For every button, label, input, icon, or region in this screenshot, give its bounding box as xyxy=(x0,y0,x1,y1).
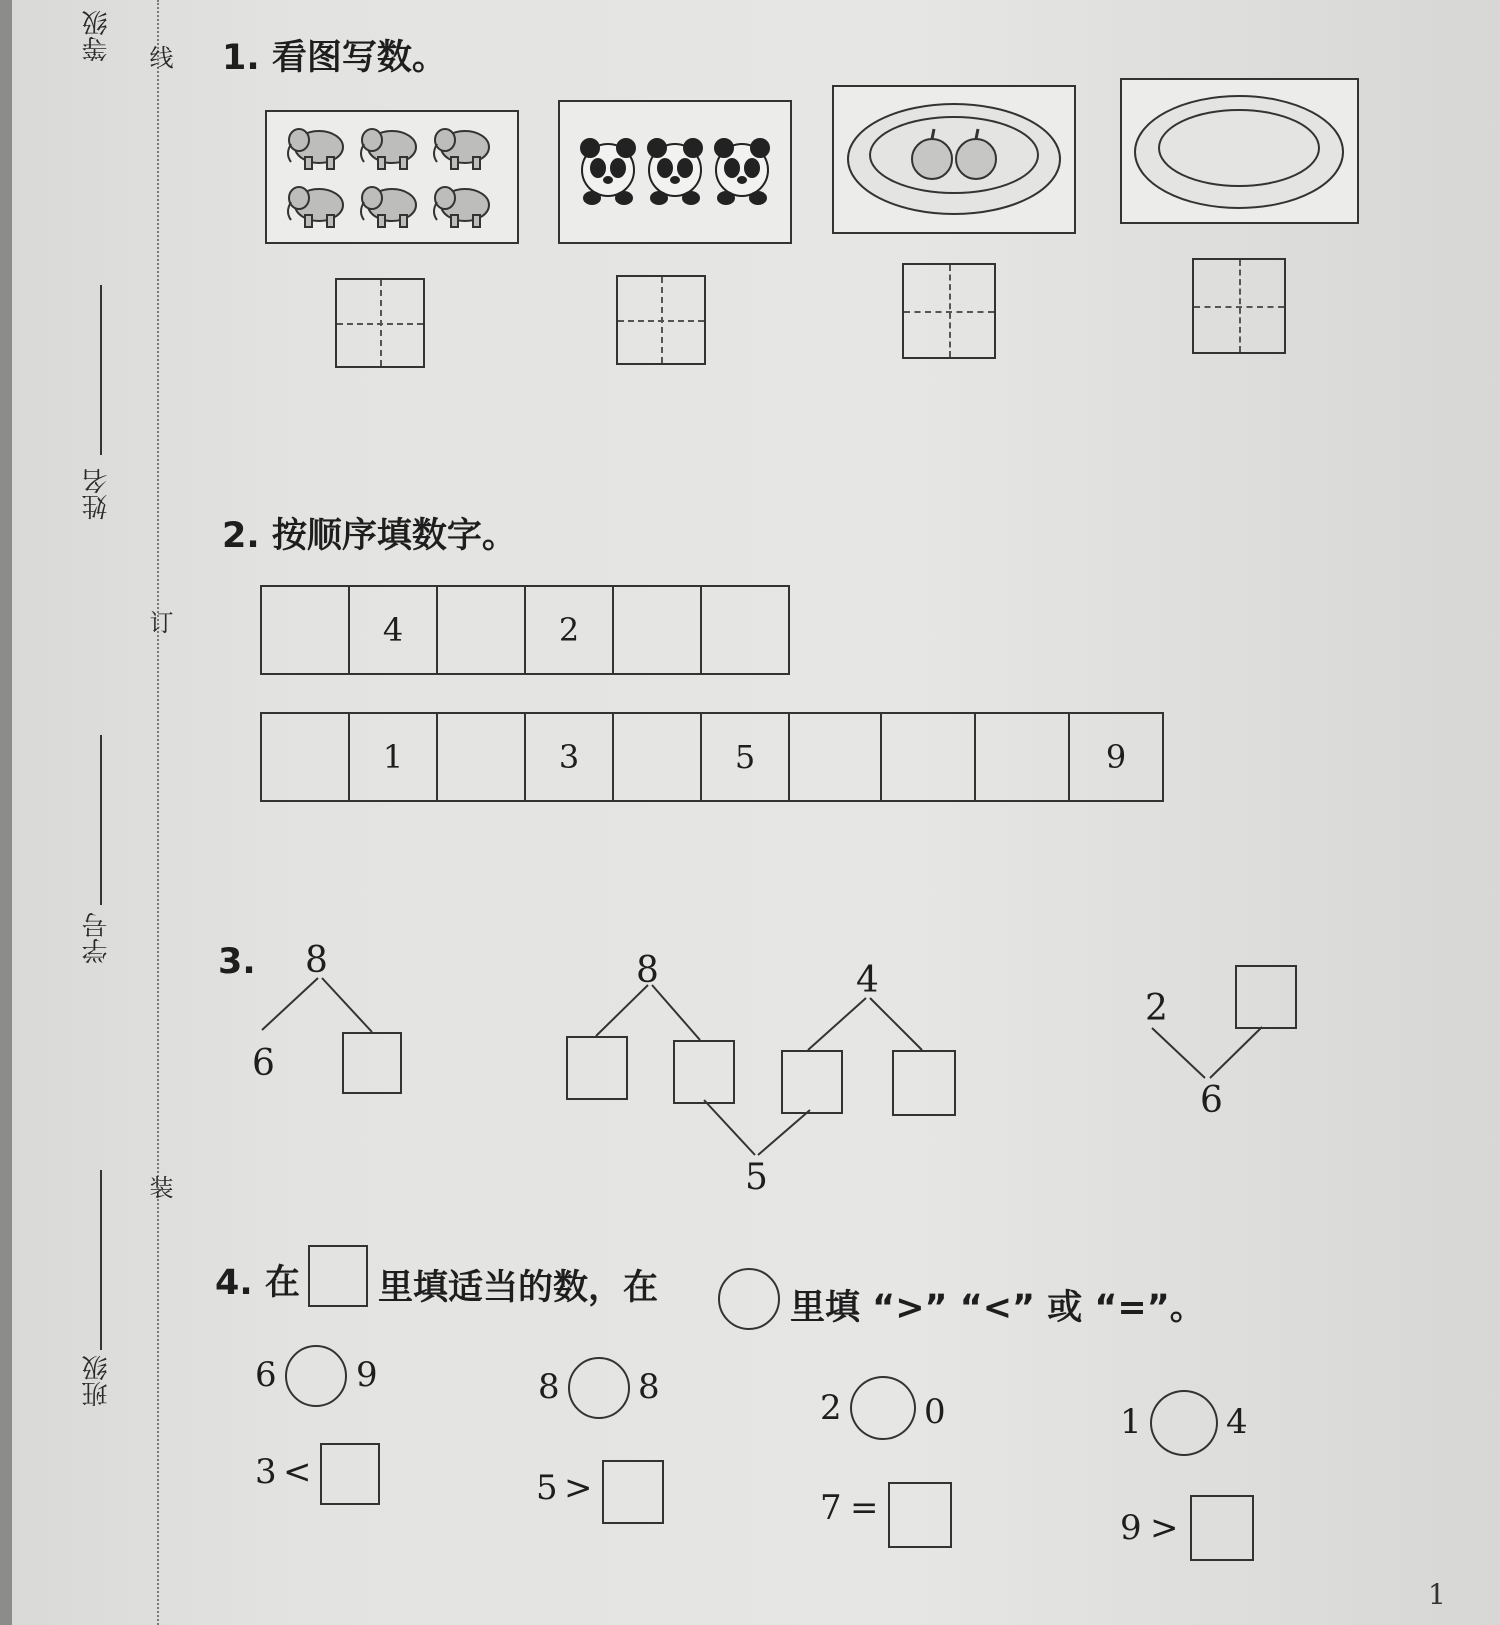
binding-mark-line: 线 xyxy=(145,45,173,69)
fill-3-left: 7 xyxy=(820,1488,842,1528)
compare-2-left: 8 xyxy=(538,1367,560,1407)
fill-4-left: 9 xyxy=(1120,1508,1142,1548)
compare-2-right: 8 xyxy=(638,1367,660,1407)
bond2-box-1[interactable] xyxy=(566,1036,628,1100)
q2-title: 2. 按顺序填数字。 xyxy=(222,516,517,556)
binding-mark-staple: 订 xyxy=(145,610,173,634)
q4-title-square-icon xyxy=(308,1245,368,1307)
compare-3-circle[interactable] xyxy=(850,1376,916,1440)
bond3-answer-box[interactable] xyxy=(1235,965,1297,1029)
fill-1-box[interactable] xyxy=(320,1443,380,1505)
number-label: 学号 xyxy=(82,912,112,964)
compare-1-circle[interactable] xyxy=(285,1345,347,1407)
page-number: 1 xyxy=(1428,1578,1446,1611)
seq2-cell: 1 xyxy=(350,714,438,800)
bond2-box-4[interactable] xyxy=(892,1050,956,1116)
fill-2-box[interactable] xyxy=(602,1460,664,1524)
binding-mark-bind: 装 xyxy=(145,1175,173,1199)
seq1-cell: 2 xyxy=(526,587,614,673)
q4-title-circle-icon xyxy=(718,1268,780,1330)
q4-title-end: 里填 “>” “<” 或 “=”。 xyxy=(790,1288,1205,1328)
bond1-left: 6 xyxy=(252,1043,275,1084)
class-label: 班级 xyxy=(82,1355,112,1407)
compare-4-circle[interactable] xyxy=(1150,1390,1218,1456)
seq2-cell: 9 xyxy=(1105,738,1127,776)
fill-2-left: 5 xyxy=(536,1468,558,1508)
bond2-top-left: 8 xyxy=(636,950,659,991)
compare-1-left: 6 xyxy=(255,1355,277,1395)
q4-title-start: 4. 在 xyxy=(215,1263,300,1303)
compare-1-right: 9 xyxy=(356,1355,378,1395)
bond1-top: 8 xyxy=(305,940,328,981)
seq2-cell: 5 xyxy=(702,714,790,800)
compare-3-right: 0 xyxy=(924,1392,946,1432)
name-label: 姓名 xyxy=(82,468,112,520)
fill-2-op: > xyxy=(564,1468,593,1508)
compare-4-left: 1 xyxy=(1120,1402,1142,1442)
fill-1-left: 3 xyxy=(255,1452,277,1492)
compare-3-left: 2 xyxy=(820,1388,842,1428)
q1-title: 1. 看图写数。 xyxy=(222,38,447,78)
bond1-answer-box[interactable] xyxy=(342,1032,402,1094)
bond3-bottom: 6 xyxy=(1200,1080,1223,1121)
compare-2-circle[interactable] xyxy=(568,1357,630,1419)
q4-title-middle: 里填适当的数，在 xyxy=(378,1268,659,1308)
bond2-top-right: 4 xyxy=(856,960,879,1001)
fill-3-box[interactable] xyxy=(888,1482,952,1548)
fill-3-op: = xyxy=(850,1488,879,1528)
fill-4-box[interactable] xyxy=(1190,1495,1254,1561)
seq1-cell: 4 xyxy=(350,587,438,673)
fill-1-op: < xyxy=(283,1452,312,1492)
bond2-box-3[interactable] xyxy=(781,1050,843,1114)
grade-label: 等级 xyxy=(82,10,112,62)
fill-4-op: > xyxy=(1150,1508,1179,1548)
seq2-cell: 3 xyxy=(526,714,614,800)
q3-label: 3. xyxy=(218,942,256,982)
compare-4-right: 4 xyxy=(1226,1402,1248,1442)
bond3-left: 2 xyxy=(1145,988,1168,1029)
bond2-bottom: 5 xyxy=(745,1157,768,1198)
bond2-box-2[interactable] xyxy=(673,1040,735,1104)
